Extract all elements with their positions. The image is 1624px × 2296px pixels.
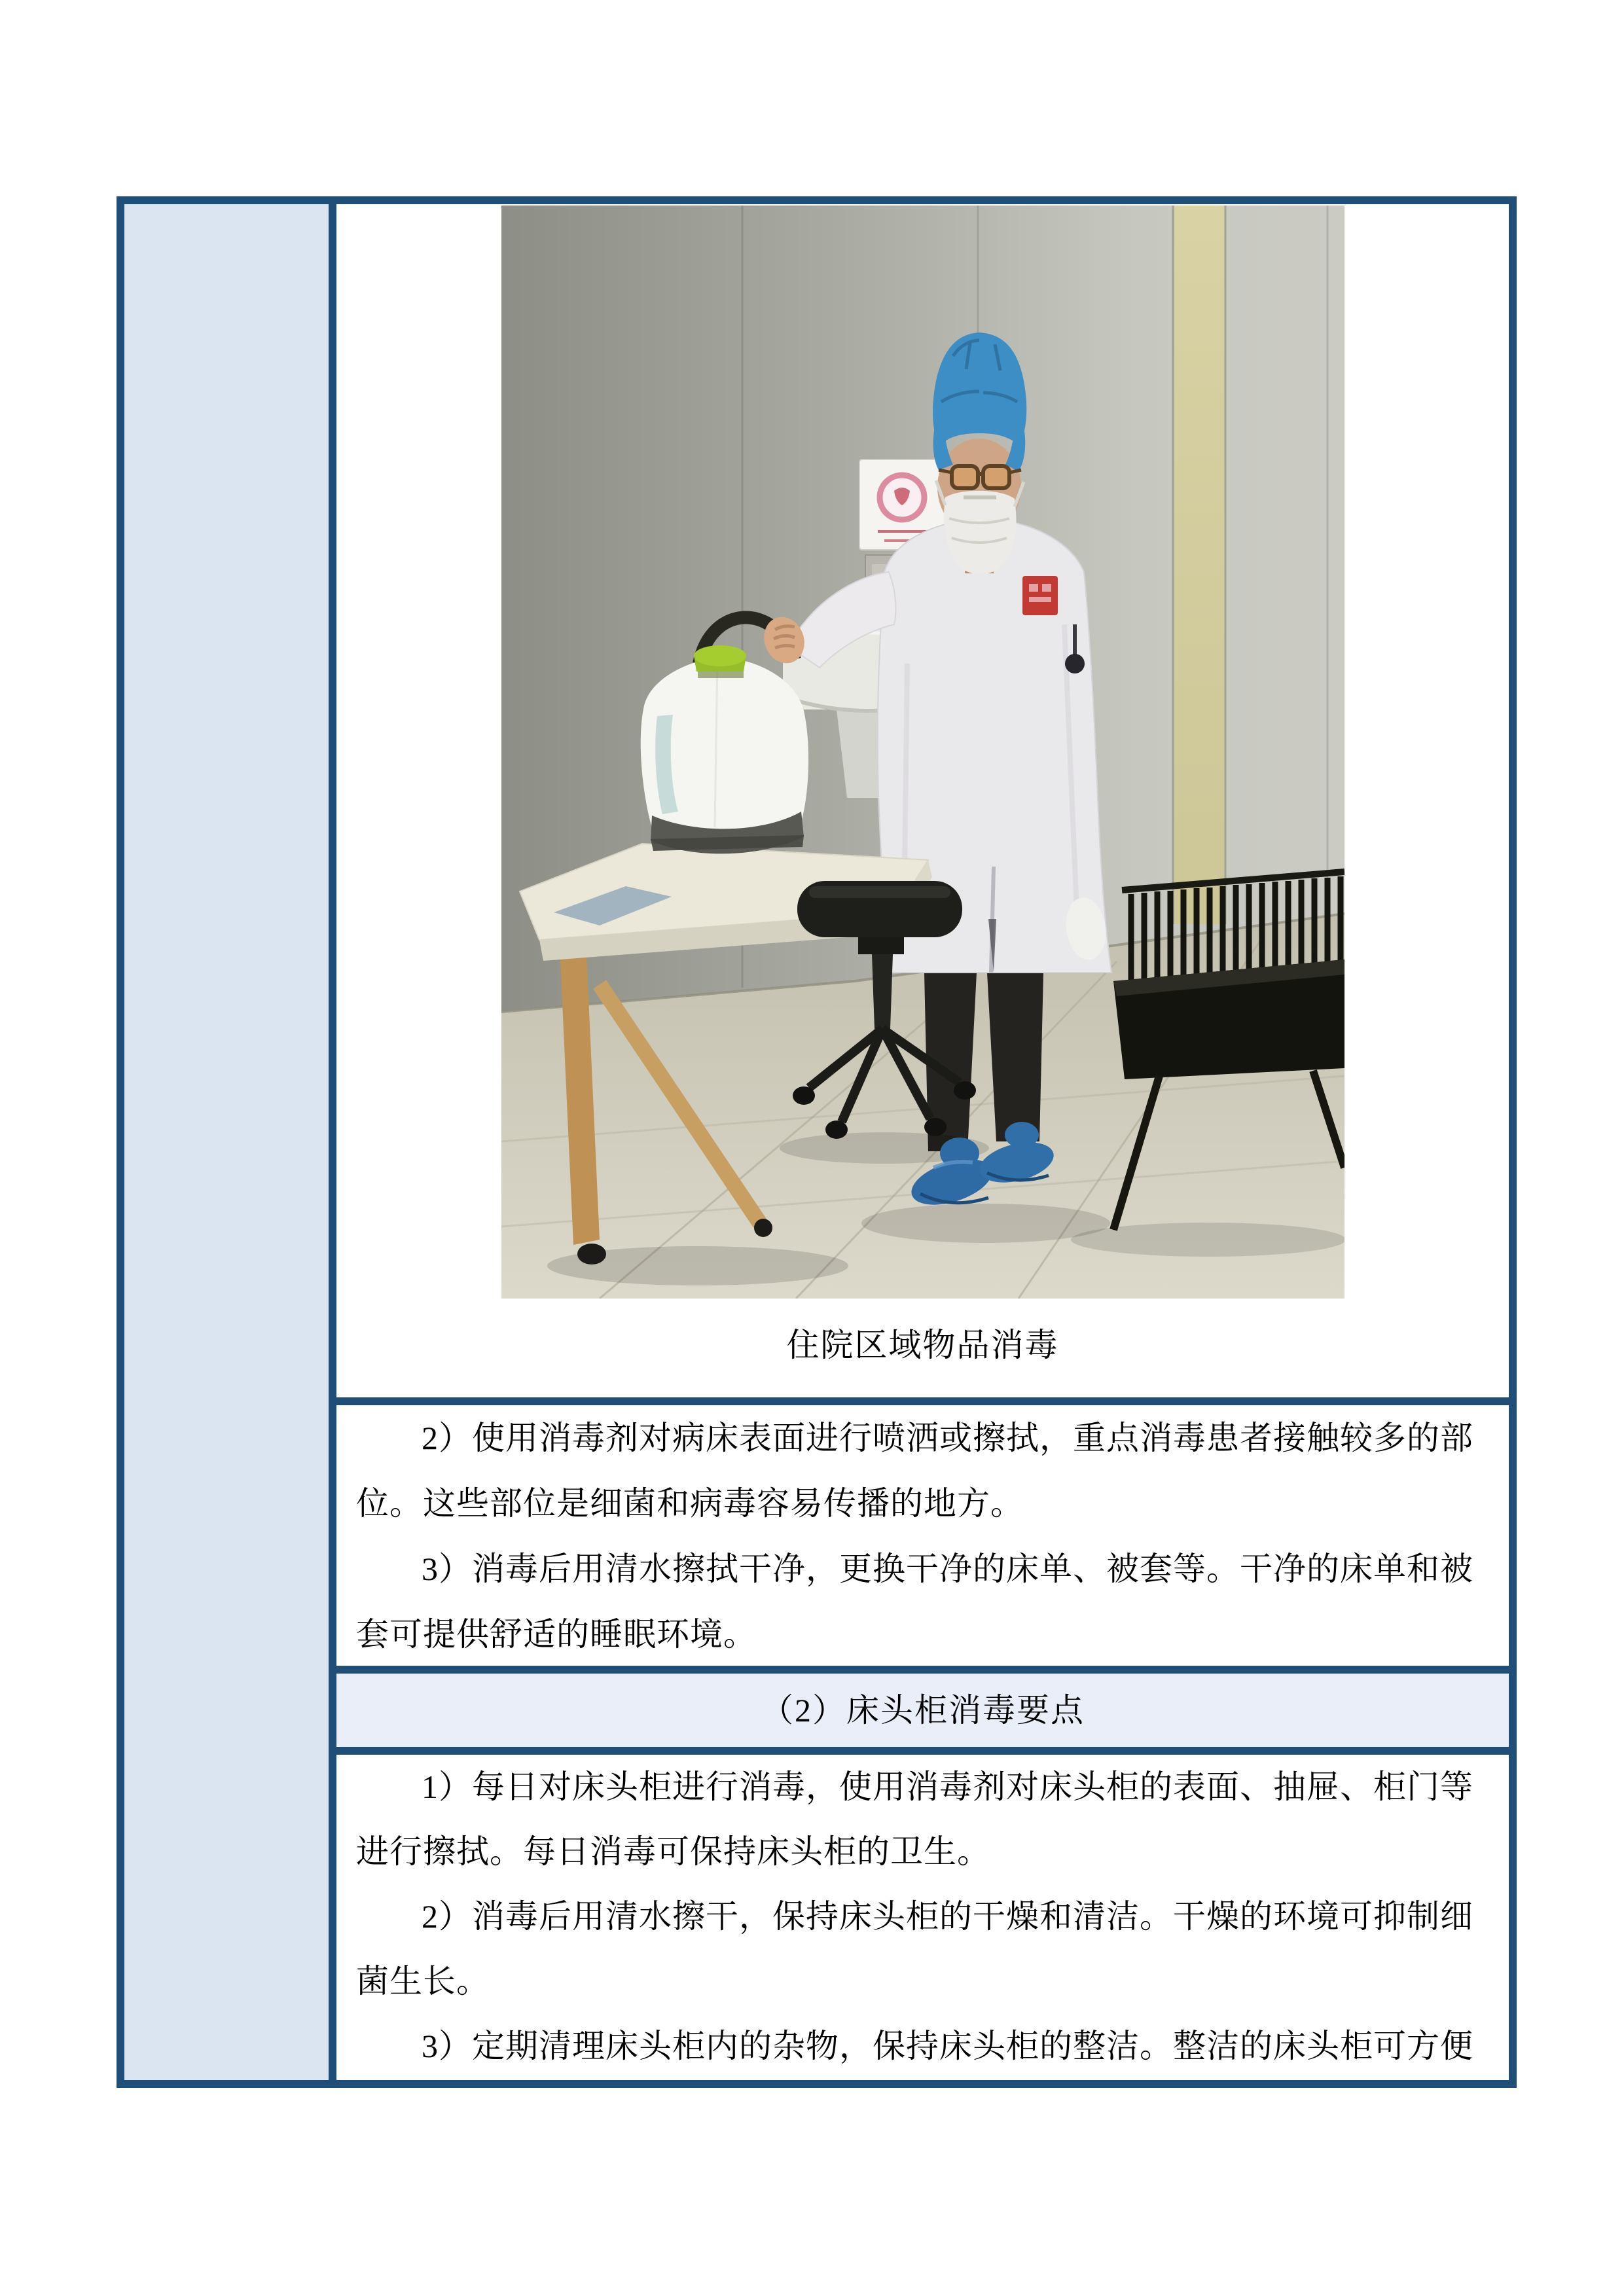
section-header-label: （2）床头柜消毒要点 bbox=[761, 1692, 1085, 1729]
document-table bbox=[117, 196, 1517, 2088]
text-line: 菌生长。 bbox=[356, 1963, 490, 2000]
text-line: 2）使用消毒剂对病床表面进行喷洒或擦拭，重点消毒患者接触较多的部 bbox=[422, 1420, 1473, 1456]
cabinet-disinfection-text-row bbox=[336, 1755, 1509, 2080]
text-line: 3）消毒后用清水擦拭干净，更换干净的床单、被套等。干净的床单和被 bbox=[422, 1551, 1473, 1587]
bed-disinfection-text-row bbox=[336, 1405, 1509, 1674]
text-line: 2）消毒后用清水擦干，保持床头柜的干燥和清洁。干燥的环境可抑制细 bbox=[422, 1898, 1473, 1935]
text-line: 3）定期清理床头柜内的杂物，保持床头柜的整洁。整洁的床头柜可方便 bbox=[422, 2028, 1473, 2064]
content-column bbox=[329, 204, 1509, 2080]
text-line: 套可提供舒适的睡眠环境。 bbox=[356, 1616, 757, 1653]
photo-row bbox=[336, 204, 1509, 1405]
sidebar-cell bbox=[124, 204, 329, 2080]
ward-disinfection-photo bbox=[501, 206, 1344, 1299]
coat-logo bbox=[1022, 576, 1058, 615]
text-line: 位。这些部位是细菌和病毒容易传播的地方。 bbox=[356, 1485, 1024, 1522]
photo-caption: 住院区域物品消毒 bbox=[786, 1327, 1059, 1363]
text-line: 1）每日对床头柜进行消毒，使用消毒剂对床头柜的表面、抽屉、柜门等 bbox=[422, 1768, 1473, 1805]
section-header-row bbox=[336, 1674, 1509, 1755]
text-line: 进行擦拭。每日消毒可保持床头柜的卫生。 bbox=[356, 1833, 990, 1870]
